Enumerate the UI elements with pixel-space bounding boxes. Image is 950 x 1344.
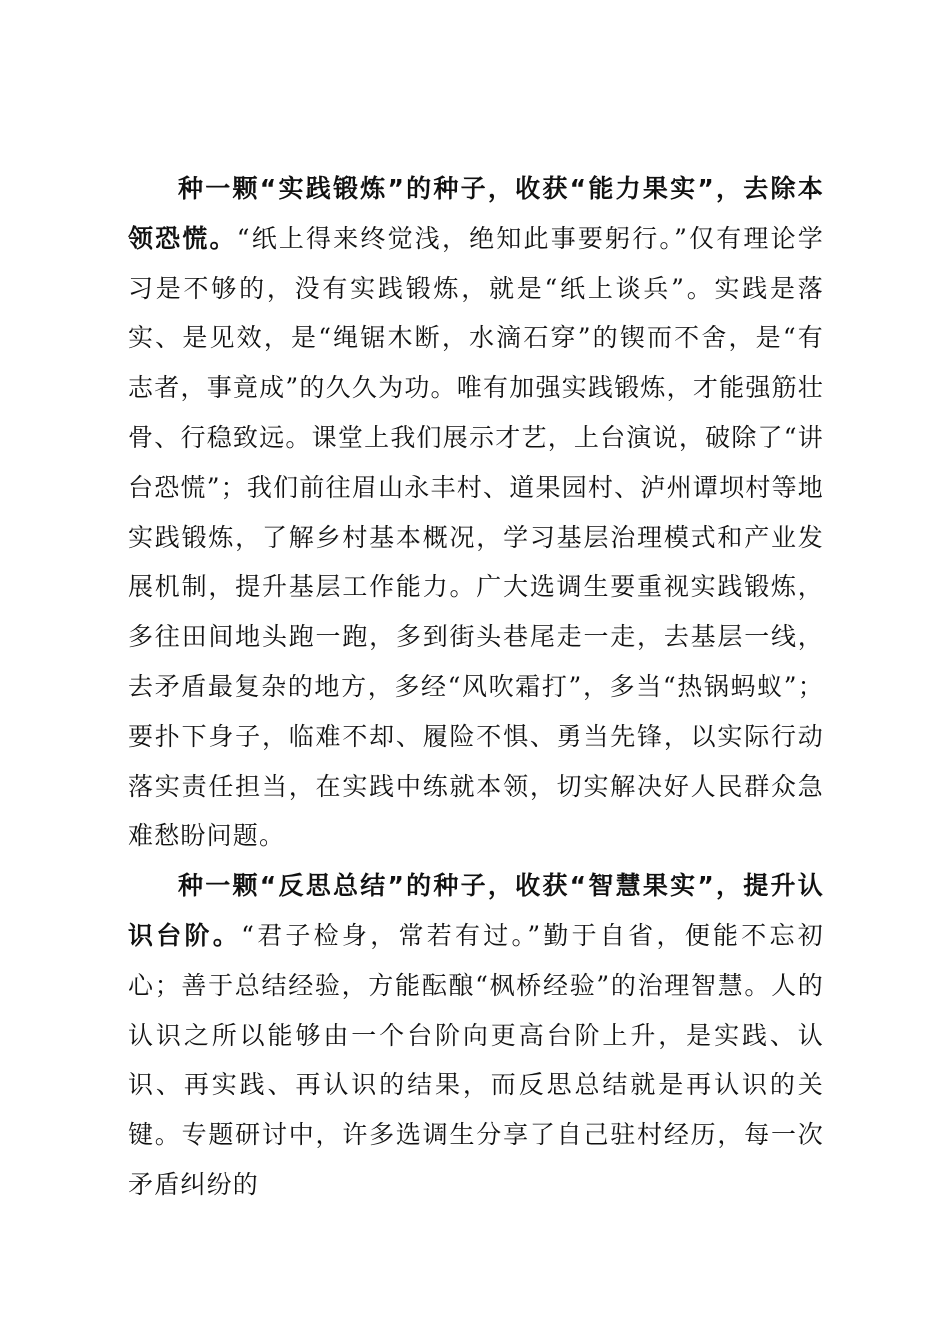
paragraph-body: “君子检身，常若有过。”勤于自省，便能不忘初心；善于总结经验，方能酝酿“枫桥经验”的治理智慧。人的认识之所以能够由一个台阶向更高台阶上升，是实践、认识、再实践、再认识的结果，而反思总结就是再认识的关键。专题研讨中，许多选调生分享了自己驻村经历，每一次矛盾纠纷的 — [128, 920, 824, 1199]
paragraph-lead: 种一颗“反思总结”的种子，收获“智慧果实”，提升认识台阶。 — [128, 871, 824, 950]
paragraph-reflection — [128, 861, 824, 1210]
document-page — [128, 164, 824, 1210]
paragraph-practice — [128, 164, 824, 861]
paragraph-lead: 种一颗“实践锻炼”的种子，收获“能力果实”，去除本领恐慌。 — [128, 174, 824, 253]
paragraph-body: “纸上得来终觉浅，绝知此事要躬行。”仅有理论学习是不够的，没有实践锻炼，就是“纸上谈兵”。实践是落实、是见效，是“绳锯木断，水滴石穿”的锲而不舍，是“有志者，事竟成”的久久为功。唯有加强实践锻炼，才能强筋壮骨、行稳致远。课堂上我们展示才艺，上台演说，破除了“讲台恐慌”；我们前往眉山永丰村、道果园村、泸州谭坝村等地实践锻炼，了解乡村基本概况，学习基层治理模式和产业发展机制，提升基层工作能力。广大选调生要重视实践锻炼，多往田间地头跑一跑，多到街头巷尾走一走，去基层一线，去矛盾最复杂的地方，多经“风吹霜打”，多当“热锅蚂蚁”；要扑下身子，临难不却、履险不惧、勇当先锋，以实际行动落实责任担当，在实践中练就本领，切实解决好人民群众急难愁盼问题。 — [128, 223, 824, 851]
